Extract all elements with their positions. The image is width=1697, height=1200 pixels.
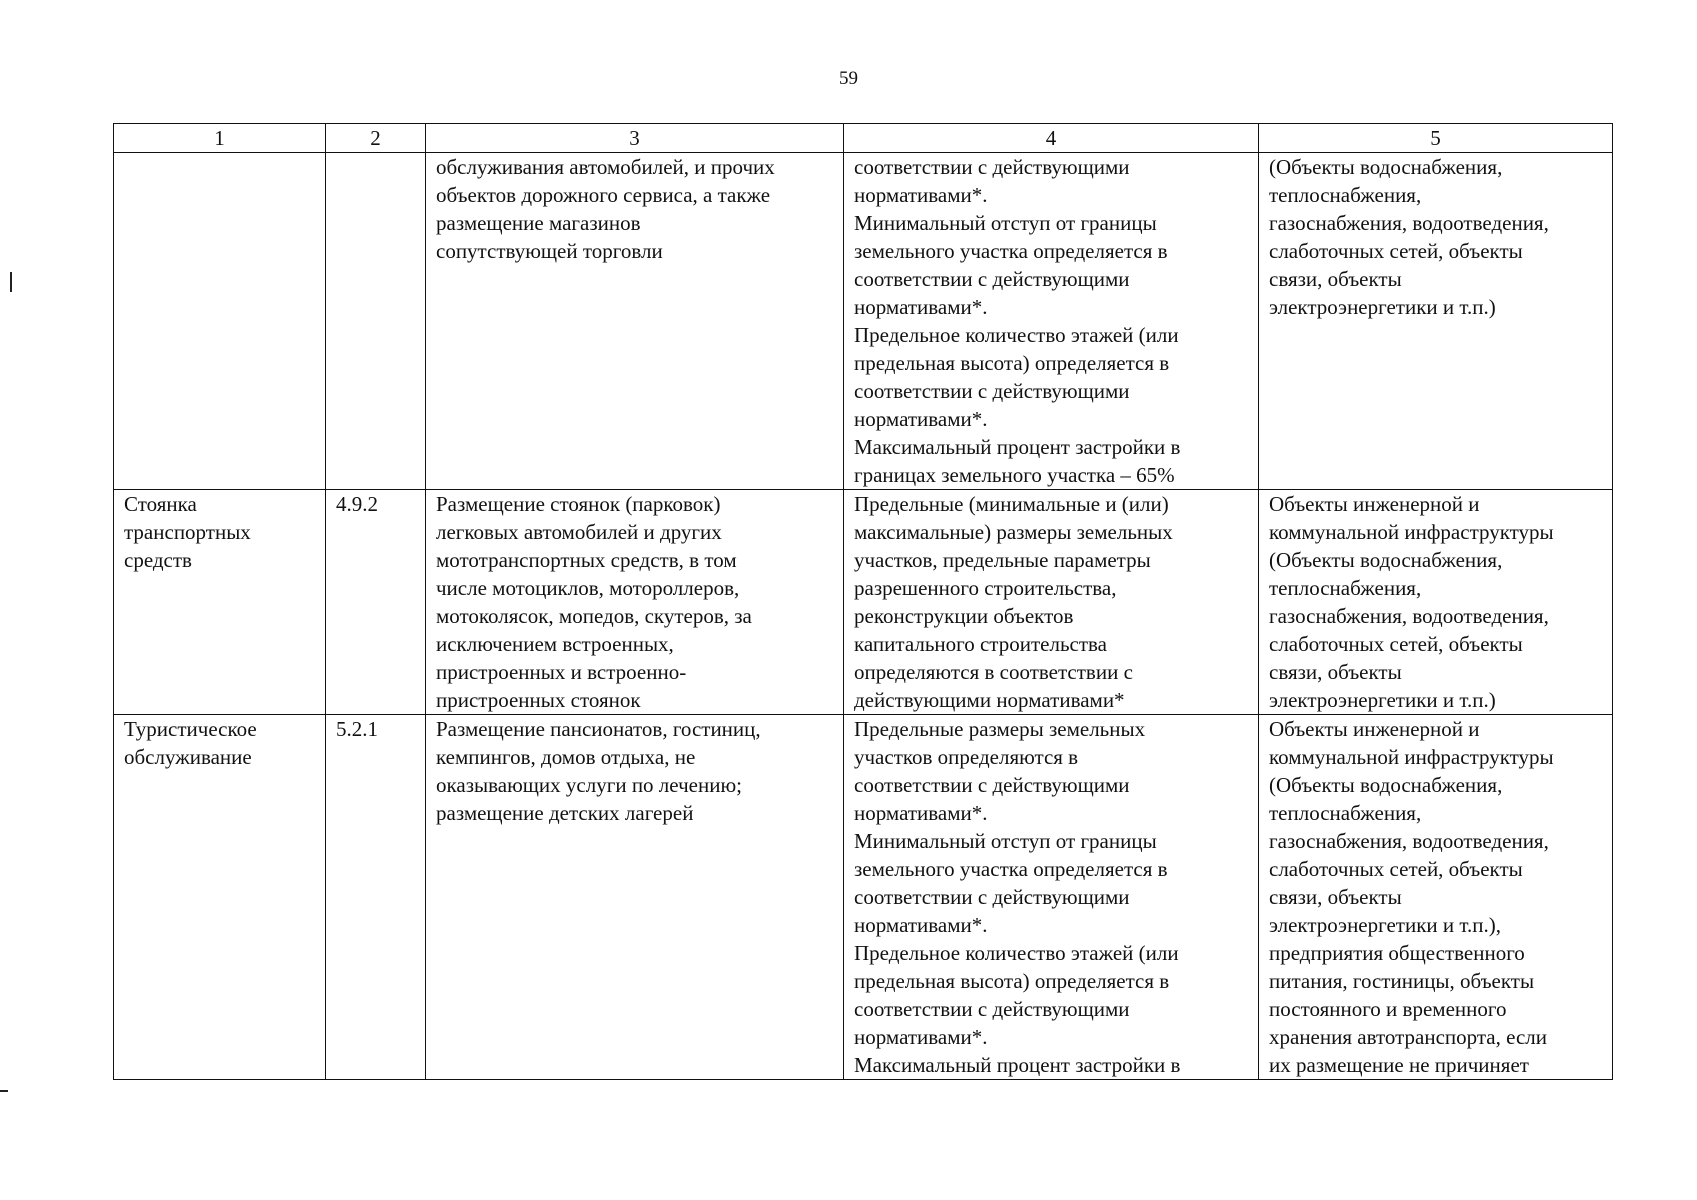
cell-text-line: реконструкции объектов bbox=[854, 604, 1074, 628]
cell-text-line: объектов дорожного сервиса, а также bbox=[436, 183, 771, 207]
cell-text-line: (Объекты водоснабжения, bbox=[1269, 548, 1503, 572]
cell-text-line: электроэнергетики и т.п.) bbox=[1269, 295, 1496, 319]
cell-text-line: Туристическое bbox=[124, 717, 257, 741]
cell-text-line: транспортных bbox=[124, 520, 251, 544]
cell-text-line: теплоснабжения, bbox=[1269, 183, 1422, 207]
cell-text-line: предельная высота) определяется в bbox=[854, 351, 1170, 375]
scan-edge-mark bbox=[10, 272, 12, 292]
cell-text-line: 4.9.2 bbox=[336, 492, 378, 516]
scan-edge-mark bbox=[0, 1090, 8, 1092]
cell-text-line: питания, гостиницы, объекты bbox=[1269, 969, 1535, 993]
auxiliary-objects-cell bbox=[1259, 715, 1613, 1080]
cell-text-line: Размещение пансионатов, гостиниц, bbox=[436, 717, 761, 741]
cell-text-line: разрешенного строительства, bbox=[854, 576, 1117, 600]
cell-text-line: слаботочных сетей, объекты bbox=[1269, 857, 1523, 881]
table-row bbox=[114, 153, 1613, 490]
cell-text-line: нормативами*. bbox=[854, 801, 988, 825]
parameters-cell bbox=[844, 490, 1259, 715]
cell-text-line: Стоянка bbox=[124, 492, 197, 516]
auxiliary-objects-cell bbox=[1259, 490, 1613, 715]
cell-text-line: Максимальный процент застройки в bbox=[854, 435, 1181, 459]
cell-text-line: участков, предельные параметры bbox=[854, 548, 1151, 572]
cell-text-line: сопутствующей торговли bbox=[436, 239, 663, 263]
cell-text-line: числе мотоциклов, мотороллеров, bbox=[436, 576, 740, 600]
use-description-cell bbox=[426, 153, 844, 490]
use-name-cell bbox=[114, 715, 326, 1080]
cell-text-line: их размещение не причиняет bbox=[1269, 1053, 1529, 1077]
cell-text-line: соответствии с действующими bbox=[854, 997, 1130, 1021]
cell-text-line: соответствии с действующими bbox=[854, 885, 1130, 909]
cell-text-line: теплоснабжения, bbox=[1269, 801, 1422, 825]
cell-text-line: Минимальный отступ от границы bbox=[854, 829, 1157, 853]
parameters-cell bbox=[844, 715, 1259, 1080]
cell-text-line: соответствии с действующими bbox=[854, 773, 1130, 797]
cell-text-line: электроэнергетики и т.п.) bbox=[1269, 688, 1496, 712]
cell-text-line: максимальные) размеры земельных bbox=[854, 520, 1173, 544]
cell-text-line: Объекты инженерной и bbox=[1269, 492, 1480, 516]
table-header-row bbox=[114, 124, 1613, 153]
cell-text-line: нормативами*. bbox=[854, 1025, 988, 1049]
cell-text-line: обслуживания автомобилей, и прочих bbox=[436, 155, 775, 179]
cell-text-line: кемпингов, домов отдыха, не bbox=[436, 745, 696, 769]
cell-text-line: связи, объекты bbox=[1269, 267, 1402, 291]
page-number: 59 bbox=[839, 68, 858, 89]
cell-text-line: капитального строительства bbox=[854, 632, 1107, 656]
cell-text-line: нормативами*. bbox=[854, 295, 988, 319]
cell-text-line: Минимальный отступ от границы bbox=[854, 211, 1157, 235]
cell-text-line: газоснабжения, водоотведения, bbox=[1269, 829, 1549, 853]
cell-text-line: 5.2.1 bbox=[336, 717, 378, 741]
cell-text-line: газоснабжения, водоотведения, bbox=[1269, 604, 1549, 628]
cell-text-line: нормативами*. bbox=[854, 913, 988, 937]
regulations-table bbox=[113, 123, 1613, 1080]
use-code-cell bbox=[326, 490, 426, 715]
cell-text-line: размещение магазинов bbox=[436, 211, 641, 235]
cell-text-line: оказывающих услуги по лечению; bbox=[436, 773, 742, 797]
parameters-cell bbox=[844, 153, 1259, 490]
cell-text-line: границах земельного участка – 65% bbox=[854, 463, 1175, 487]
cell-text-line: постоянного и временного bbox=[1269, 997, 1507, 1021]
column-header-4: 4 bbox=[844, 124, 1259, 153]
cell-text-line: нормативами*. bbox=[854, 407, 988, 431]
cell-text-line: легковых автомобилей и других bbox=[436, 520, 722, 544]
cell-text-line: определяются в соответствии с bbox=[854, 660, 1133, 684]
cell-text-line: слаботочных сетей, объекты bbox=[1269, 239, 1523, 263]
cell-text-line: действующими нормативами* bbox=[854, 688, 1125, 712]
cell-text-line: обслуживание bbox=[124, 745, 252, 769]
cell-text-line: коммунальной инфраструктуры bbox=[1269, 520, 1554, 544]
column-header-5: 5 bbox=[1259, 124, 1613, 153]
cell-text-line: земельного участка определяется в bbox=[854, 857, 1168, 881]
cell-text-line: связи, объекты bbox=[1269, 885, 1402, 909]
table-row bbox=[114, 490, 1613, 715]
cell-text-line: Объекты инженерной и bbox=[1269, 717, 1480, 741]
cell-text-line: Предельное количество этажей (или bbox=[854, 941, 1179, 965]
cell-text-line: исключением встроенных, bbox=[436, 632, 674, 656]
cell-text-line: электроэнергетики и т.п.), bbox=[1269, 913, 1501, 937]
use-name-cell bbox=[114, 490, 326, 715]
cell-text-line: размещение детских лагерей bbox=[436, 801, 694, 825]
cell-text-line: мотоколясок, мопедов, скутеров, за bbox=[436, 604, 752, 628]
cell-text-line: связи, объекты bbox=[1269, 660, 1402, 684]
cell-text-line: пристроенных стоянок bbox=[436, 688, 641, 712]
cell-text-line: участков определяются в bbox=[854, 745, 1079, 769]
cell-text-line: теплоснабжения, bbox=[1269, 576, 1422, 600]
use-code-cell bbox=[326, 153, 426, 490]
cell-text-line: газоснабжения, водоотведения, bbox=[1269, 211, 1549, 235]
cell-text-line: соответствии с действующими bbox=[854, 379, 1130, 403]
cell-text-line: Предельное количество этажей (или bbox=[854, 323, 1179, 347]
use-name-cell bbox=[114, 153, 326, 490]
cell-text-line: пристроенных и встроенно- bbox=[436, 660, 687, 684]
cell-text-line: соответствии с действующими bbox=[854, 155, 1130, 179]
cell-text-line: средств bbox=[124, 548, 192, 572]
cell-text-line: коммунальной инфраструктуры bbox=[1269, 745, 1554, 769]
use-description-cell bbox=[426, 715, 844, 1080]
column-header-2: 2 bbox=[326, 124, 426, 153]
cell-text-line: земельного участка определяется в bbox=[854, 239, 1168, 263]
use-code-cell bbox=[326, 715, 426, 1080]
table-row bbox=[114, 715, 1613, 1080]
cell-text-line: предельная высота) определяется в bbox=[854, 969, 1170, 993]
cell-text-line: Максимальный процент застройки в bbox=[854, 1053, 1181, 1077]
cell-text-line: соответствии с действующими bbox=[854, 267, 1130, 291]
column-header-3: 3 bbox=[426, 124, 844, 153]
cell-text-line: (Объекты водоснабжения, bbox=[1269, 773, 1503, 797]
auxiliary-objects-cell bbox=[1259, 153, 1613, 490]
cell-text-line: мототранспортных средств, в том bbox=[436, 548, 737, 572]
cell-text-line: Размещение стоянок (парковок) bbox=[436, 492, 721, 516]
cell-text-line: слаботочных сетей, объекты bbox=[1269, 632, 1523, 656]
column-header-1: 1 bbox=[114, 124, 326, 153]
cell-text-line: предприятия общественного bbox=[1269, 941, 1525, 965]
cell-text-line: хранения автотранспорта, если bbox=[1269, 1025, 1548, 1049]
cell-text-line: (Объекты водоснабжения, bbox=[1269, 155, 1503, 179]
cell-text-line: Предельные (минимальные и (или) bbox=[854, 492, 1169, 516]
cell-text-line: Предельные размеры земельных bbox=[854, 717, 1146, 741]
cell-text-line: нормативами*. bbox=[854, 183, 988, 207]
use-description-cell bbox=[426, 490, 844, 715]
